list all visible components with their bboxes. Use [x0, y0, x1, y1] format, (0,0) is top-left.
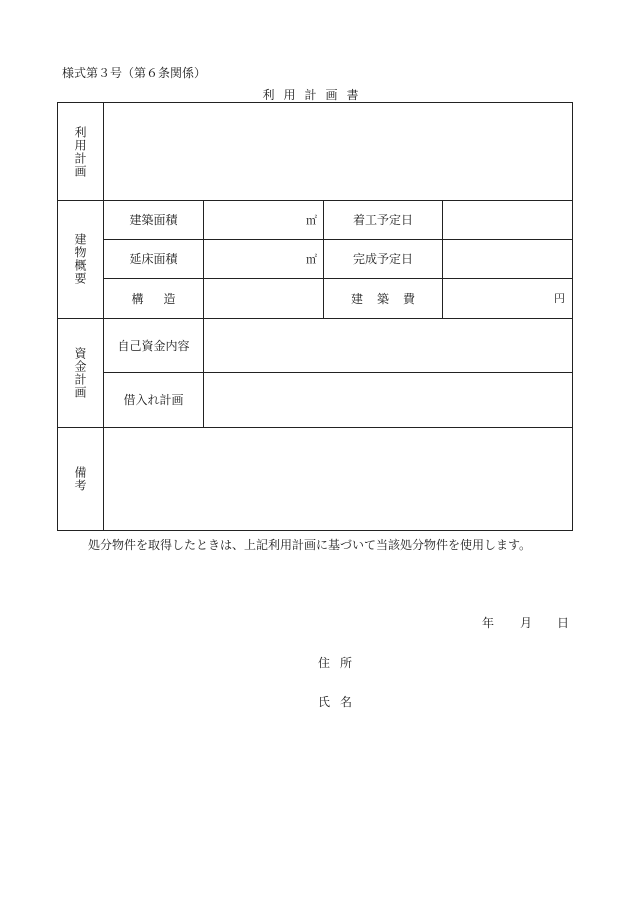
usage-plan-field[interactable]: [104, 103, 572, 200]
own-funds-label: 自己資金内容: [117, 338, 190, 353]
floor-area-label: 延床面積: [129, 252, 178, 266]
usage-statement: 処分物件を取得したときは、上記利用計画に基づいて当該処分物件を使用します。: [88, 538, 532, 552]
own-funds-field[interactable]: [204, 318, 572, 372]
borrowing-plan-field[interactable]: [204, 372, 572, 427]
construction-cost-field[interactable]: [443, 278, 572, 318]
yen-unit: 円: [554, 292, 565, 305]
building-overview-label: 建物概要: [73, 233, 87, 285]
date-day-label: 日: [557, 616, 570, 630]
square-meter-unit: ㎡: [306, 252, 317, 266]
floor-area-field[interactable]: [204, 239, 323, 278]
building-area-field[interactable]: [204, 200, 323, 239]
date-year-label: 年: [482, 616, 495, 630]
name-label: 氏名: [318, 695, 363, 709]
address-label: 住所: [318, 656, 363, 670]
usage-plan-table: [57, 102, 573, 531]
construction-cost-label: 建築費: [350, 291, 429, 306]
funding-plan-label: 資金計画: [73, 346, 87, 399]
remarks-field[interactable]: [104, 427, 572, 530]
form-number: 様式第３号（第６条関係）: [62, 66, 207, 80]
usage-plan-label: 利用計画: [73, 125, 87, 178]
document-title: 利用計画書: [262, 88, 368, 102]
remarks-label: 備考: [73, 465, 87, 492]
completion-date-label: 完成予定日: [352, 252, 413, 266]
structure-label: 構造: [131, 291, 196, 306]
date-month-label: 月: [520, 616, 533, 630]
completion-date-field[interactable]: [443, 239, 572, 278]
building-area-label: 建築面積: [129, 213, 178, 227]
start-date-label: 着工予定日: [352, 213, 413, 227]
borrowing-plan-label: 借入れ計画: [123, 393, 184, 407]
structure-field[interactable]: [204, 278, 323, 318]
square-meter-unit: ㎡: [306, 213, 317, 227]
start-date-field[interactable]: [443, 200, 572, 239]
